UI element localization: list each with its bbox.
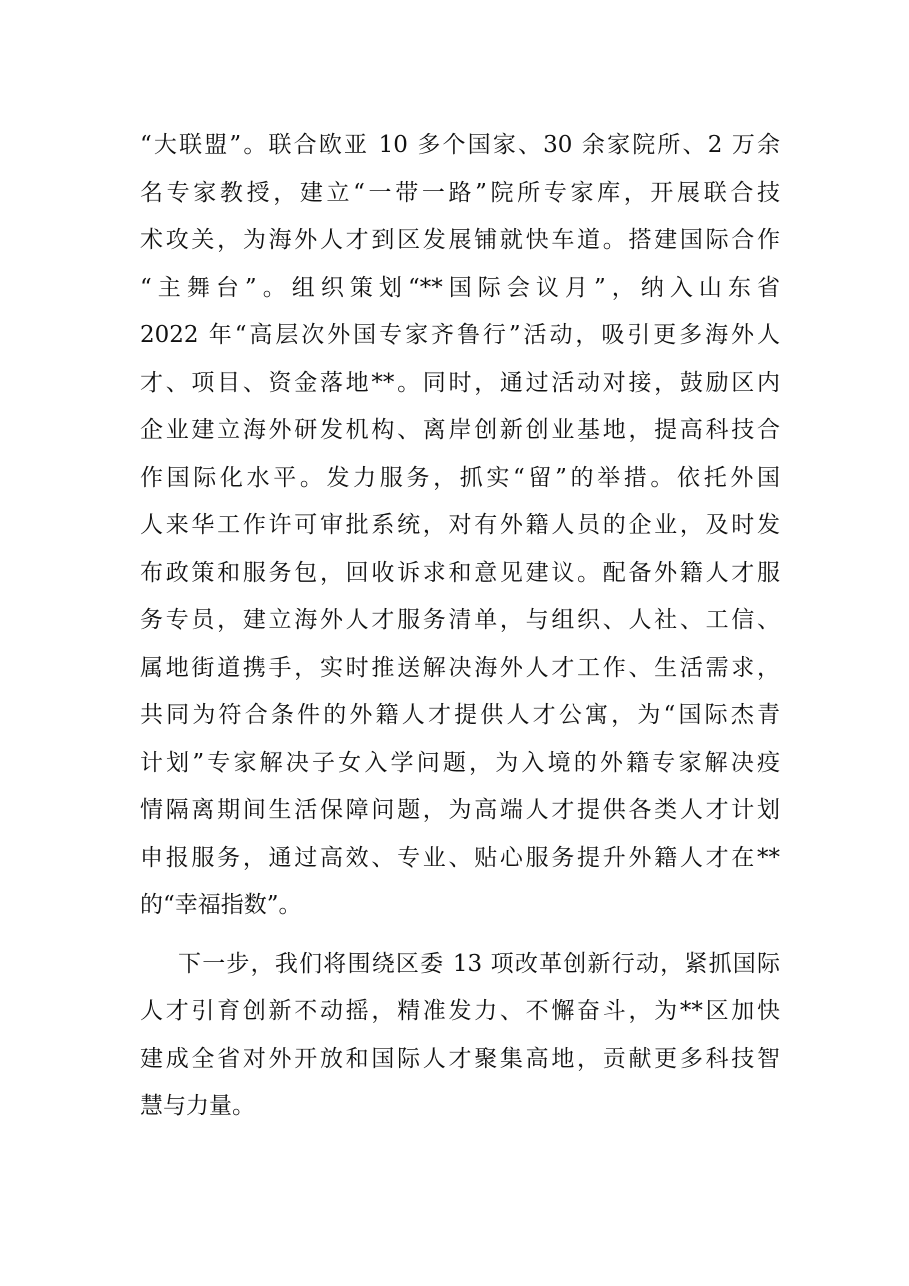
text-line: “主舞台”。组织策划“**国际会议月”，纳入山东省 bbox=[140, 274, 780, 301]
text-line: 的“幸福指数”。 bbox=[140, 892, 302, 918]
text-line: 下一步，我们将围绕区委 13 项改革创新行动，紧抓国际 bbox=[178, 950, 780, 977]
text-line: 计划”专家解决子女入学问题，为入境的外籍专家解决疫 bbox=[140, 749, 780, 776]
text-line: 企业建立海外研发机构、离岸创新创业基地，提高科技合 bbox=[140, 417, 780, 443]
text-line: 作国际化水平。发力服务，抓实“留”的举措。依托外国 bbox=[140, 464, 780, 491]
document-body bbox=[140, 126, 780, 1135]
paragraph-gap bbox=[140, 934, 780, 945]
text-line: 布政策和服务包，回收诉求和意见建议。配备外籍人才服 bbox=[140, 559, 780, 586]
text-line: 才、项目、资金落地**。同时，通过活动对接，鼓励区内 bbox=[140, 369, 780, 396]
text-line: 情隔离期间生活保障问题，为高端人才提供各类人才计划 bbox=[140, 797, 780, 823]
text-line: 慧与力量。 bbox=[140, 1093, 255, 1119]
text-line: “大联盟”。联合欧亚 10 多个国家、30 余家院所、2 万余 bbox=[140, 132, 780, 158]
text-line: 2022 年“高层次外国专家齐鲁行”活动，吸引更多海外人 bbox=[140, 322, 780, 348]
paragraph-1 bbox=[140, 126, 780, 934]
text-line: 术攻关，为海外人才到区发展铺就快车道。搭建国际合作 bbox=[140, 227, 780, 253]
text-line: 务专员，建立海外人才服务清单，与组织、人社、工信、 bbox=[140, 607, 780, 633]
text-line: 申报服务，通过高效、专业、贴心服务提升外籍人才在** bbox=[140, 844, 780, 871]
text-line: 人来华工作许可审批系统，对有外籍人员的企业，及时发 bbox=[140, 512, 780, 538]
text-line: 建成全省对外开放和国际人才聚集高地，贡献更多科技智 bbox=[140, 1045, 780, 1072]
text-line: 属地街道携手，实时推送解决海外人才工作、生活需求， bbox=[140, 654, 780, 681]
paragraph-2 bbox=[140, 945, 780, 1135]
text-line: 名专家教授，建立“一带一路”院所专家库，开展联合技 bbox=[140, 179, 780, 206]
text-line: 共同为符合条件的外籍人才提供人才公寓，为“国际杰青 bbox=[140, 702, 780, 728]
text-line: 人才引育创新不动摇，精准发力、不懈奋斗，为**区加快 bbox=[140, 998, 780, 1024]
